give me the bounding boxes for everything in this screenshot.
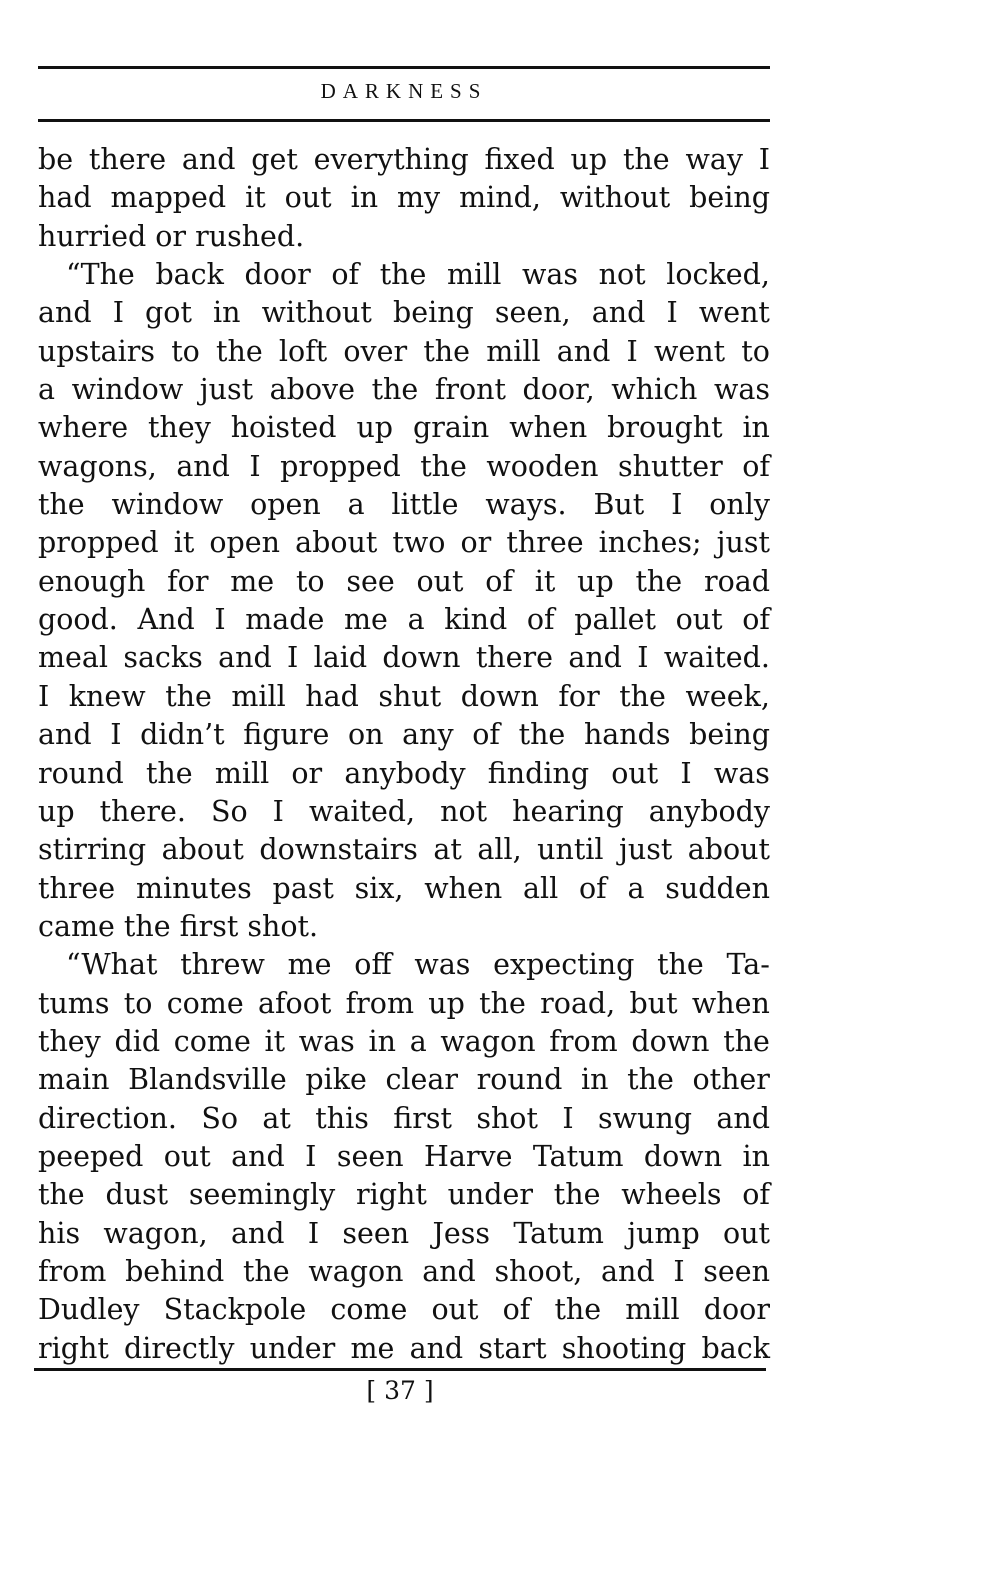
text-line: main Blandsville pike clear round in the other <box>38 1063 770 1097</box>
text-line: wagons, and I propped the wooden shutter of <box>38 449 770 483</box>
text-line: hurried or rushed. <box>38 219 305 253</box>
text-line: upstairs to the loft over the mill and I went to <box>38 334 770 368</box>
text-line: a window just above the front door, which was <box>38 373 770 407</box>
text-line: direction. So at this first shot I swung and <box>38 1101 770 1135</box>
text-line: propped it open about two or three inches; just <box>38 526 770 560</box>
text-line: Dudley Stackpole come out of the mill door <box>38 1293 770 1327</box>
text-line: had mapped it out in my mind, without being <box>38 181 770 215</box>
footer-rule <box>34 1368 766 1371</box>
text-line: from behind the wagon and shoot, and I seen <box>38 1254 770 1288</box>
text-line: they did come it was in a wagon from down the <box>38 1024 770 1058</box>
text-line: “The back door of the mill was not locked, <box>66 258 770 292</box>
body-text <box>38 141 770 1368</box>
text-line: the dust seemingly right under the wheels of <box>38 1178 770 1212</box>
page-number: [ 37 ] <box>366 1376 434 1405</box>
text-line: three minutes past six, when all of a sudden <box>38 871 770 905</box>
text-line: meal sacks and I laid down there and I waited. <box>38 641 770 675</box>
text-line: enough for me to see out of it up the road <box>38 564 770 598</box>
text-line: good. And I made me a kind of pallet out of <box>38 603 770 637</box>
text-line: up there. So I waited, not hearing anybody <box>38 794 770 828</box>
text-line: where they hoisted up grain when brought in <box>38 411 770 445</box>
text-line: I knew the mill had shut down for the week, <box>38 679 770 713</box>
text-line: came the first shot. <box>38 909 319 943</box>
text-line: “What threw me off was expecting the Ta- <box>66 948 770 982</box>
header-rule <box>38 119 770 122</box>
text-line: stirring about downstairs at all, until just about <box>38 833 770 867</box>
text-line: right directly under me and start shooting back <box>38 1331 770 1365</box>
text-line: peeped out and I seen Harve Tatum down in <box>38 1139 770 1173</box>
text-line: the window open a little ways. But I only <box>38 488 770 522</box>
text-line: and I didn’t figure on any of the hands being <box>38 718 770 752</box>
top-rule <box>38 66 770 69</box>
text-line: his wagon, and I seen Jess Tatum jump out <box>38 1216 770 1250</box>
text-line: and I got in without being seen, and I went <box>38 296 770 330</box>
text-line: round the mill or anybody finding out I was <box>38 756 770 790</box>
running-head: DARKNESS <box>320 79 488 103</box>
text-line: tums to come afoot from up the road, but when <box>38 986 770 1020</box>
text-line: be there and get everything fixed up the way I <box>38 143 770 176</box>
